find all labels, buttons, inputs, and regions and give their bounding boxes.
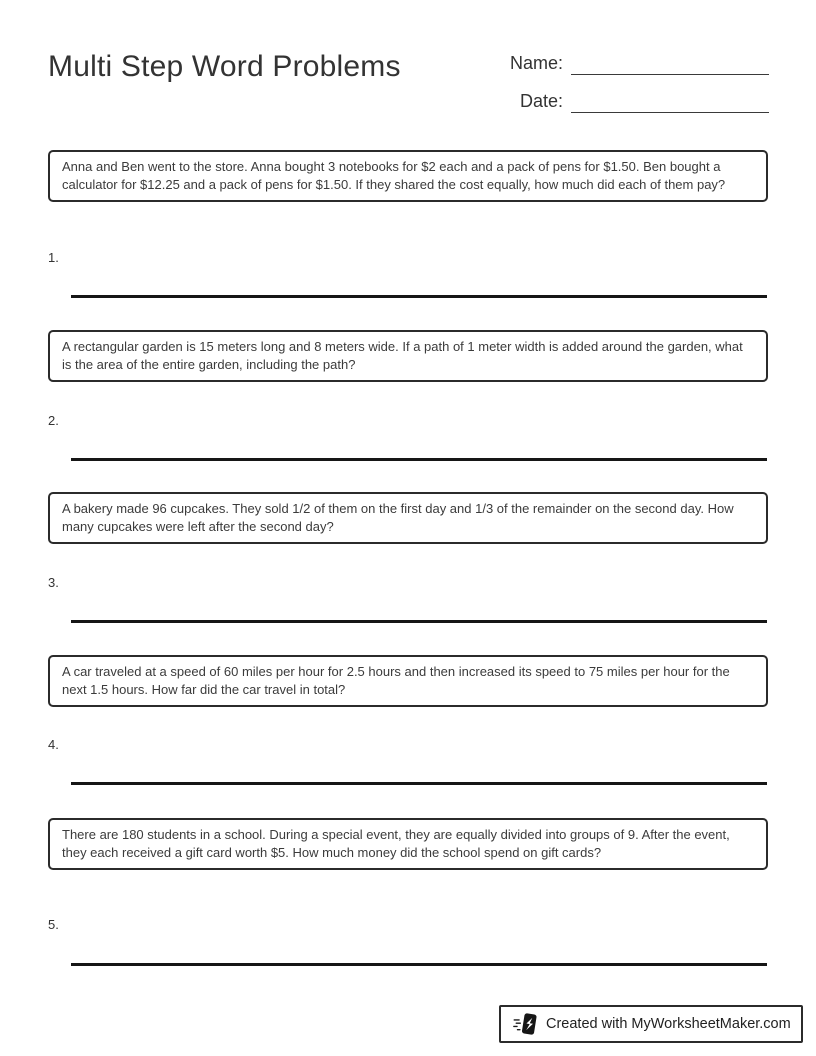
credit-badge — [499, 1005, 803, 1043]
date-label: Date: — [520, 90, 564, 111]
problem-text: A bakery made 96 cupcakes. They sold 1/2 of them on the first day and 1/3 of the remainder on the second day. How many cupcakes were left after the second day? — [62, 501, 734, 534]
answer-line[interactable] — [71, 458, 767, 461]
problem-text: There are 180 students in a school. During a special event, they are equally divided into groups of 9. After the event, they each received a gift card worth $5. How much money did the school spend on gift cards? — [62, 827, 730, 860]
problem-statement-box — [48, 330, 768, 382]
problem-number: 5. — [48, 917, 59, 932]
problem-number: 4. — [48, 737, 59, 752]
answer-line[interactable] — [71, 620, 767, 623]
date-input-line[interactable] — [571, 88, 769, 113]
page-title: Multi Step Word Problems — [48, 50, 401, 83]
answer-line[interactable] — [71, 963, 767, 966]
problem-statement-box — [48, 818, 768, 870]
name-field — [510, 50, 769, 75]
name-input-line[interactable] — [571, 50, 769, 75]
problem-number: 1. — [48, 250, 59, 265]
name-label: Name: — [510, 52, 564, 73]
problem-number: 3. — [48, 575, 59, 590]
worksheetmaker-logo-icon — [513, 1010, 539, 1038]
problem-statement-box — [48, 492, 768, 544]
credit-text: Created with MyWorksheetMaker.com — [546, 1016, 791, 1032]
problem-text: A car traveled at a speed of 60 miles per hour for 2.5 hours and then increased its speed to 75 miles per hour for the next 1.5 hours. How far did the car travel in total? — [62, 664, 730, 697]
answer-line[interactable] — [71, 295, 767, 298]
problem-number: 2. — [48, 413, 59, 428]
problem-text: A rectangular garden is 15 meters long and 8 meters wide. If a path of 1 meter width is added around the garden, what is the area of the entire garden, including the path? — [62, 339, 743, 372]
problem-text: Anna and Ben went to the store. Anna bought 3 notebooks for $2 each and a pack of pens for $1.50. Ben bought a calculator for $12.25 and a pack of pens for $1.50. If they shared the cost equally, how much did each of them pay? — [62, 159, 726, 192]
problem-statement-box — [48, 150, 768, 202]
answer-line[interactable] — [71, 782, 767, 785]
problem-statement-box — [48, 655, 768, 707]
date-field — [520, 88, 769, 113]
